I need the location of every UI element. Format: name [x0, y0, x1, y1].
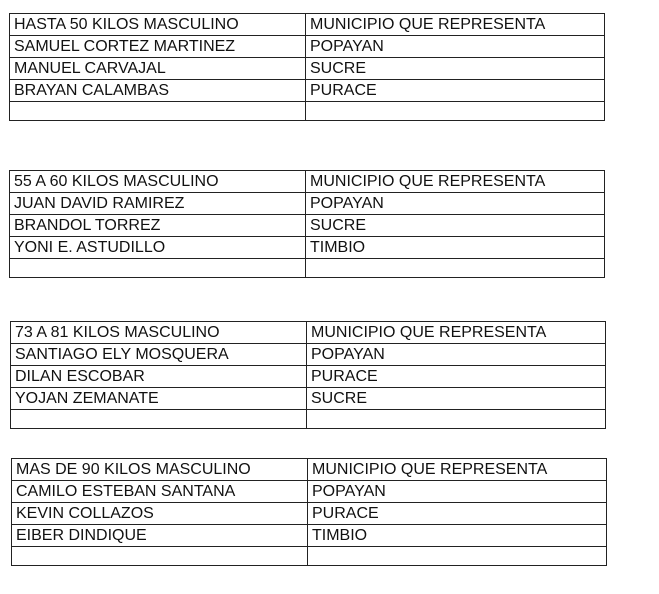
weight-class-table-hasta-50 — [9, 13, 605, 121]
municipio-header: MUNICIPIO QUE REPRESENTA — [306, 171, 605, 193]
municipio-header: MUNICIPIO QUE REPRESENTA — [307, 322, 606, 344]
table-row — [11, 388, 606, 410]
table-row-empty — [11, 410, 606, 429]
athlete-name — [10, 102, 306, 121]
table-row — [10, 36, 605, 58]
athlete-name: CAMILO ESTEBAN SANTANA — [12, 481, 308, 503]
category-header: HASTA 50 KILOS MASCULINO — [10, 14, 306, 36]
athlete-name: SANTIAGO ELY MOSQUERA — [11, 344, 307, 366]
municipio-cell: POPAYAN — [307, 344, 606, 366]
table-row — [11, 366, 606, 388]
category-header: 73 A 81 KILOS MASCULINO — [11, 322, 307, 344]
municipio-cell — [308, 547, 607, 566]
weight-class-table-mas-de-90 — [11, 458, 607, 566]
municipio-cell: PURACE — [307, 366, 606, 388]
athlete-name — [11, 410, 307, 429]
municipio-cell — [306, 259, 605, 278]
municipio-cell: TIMBIO — [308, 525, 607, 547]
table-row-empty — [10, 259, 605, 278]
municipio-cell: POPAYAN — [308, 481, 607, 503]
athlete-name: DILAN ESCOBAR — [11, 366, 307, 388]
table-row — [10, 193, 605, 215]
municipio-cell: PURACE — [308, 503, 607, 525]
table-row — [10, 215, 605, 237]
table-header-row — [11, 322, 606, 344]
table-header-row — [12, 459, 607, 481]
table-row — [11, 344, 606, 366]
municipio-cell: SUCRE — [306, 58, 605, 80]
weight-class-table-55-60 — [9, 170, 605, 278]
athlete-name: SAMUEL CORTEZ MARTINEZ — [10, 36, 306, 58]
table-row — [12, 503, 607, 525]
municipio-cell: POPAYAN — [306, 193, 605, 215]
athlete-name: YONI E. ASTUDILLO — [10, 237, 306, 259]
table-row — [12, 481, 607, 503]
municipio-cell — [307, 410, 606, 429]
table-row-empty — [12, 547, 607, 566]
municipio-cell: SUCRE — [306, 215, 605, 237]
athlete-name: YOJAN ZEMANATE — [11, 388, 307, 410]
municipio-header: MUNICIPIO QUE REPRESENTA — [306, 14, 605, 36]
athlete-name: JUAN DAVID RAMIREZ — [10, 193, 306, 215]
municipio-cell: SUCRE — [307, 388, 606, 410]
athlete-name — [10, 259, 306, 278]
table-header-row — [10, 14, 605, 36]
athlete-name — [12, 547, 308, 566]
athlete-name: BRAYAN CALAMBAS — [10, 80, 306, 102]
table-header-row — [10, 171, 605, 193]
category-header: 55 A 60 KILOS MASCULINO — [10, 171, 306, 193]
municipio-cell: POPAYAN — [306, 36, 605, 58]
municipio-cell — [306, 102, 605, 121]
table-row — [12, 525, 607, 547]
table-row-empty — [10, 102, 605, 121]
table-row — [10, 58, 605, 80]
athlete-name: KEVIN COLLAZOS — [12, 503, 308, 525]
table-row — [10, 237, 605, 259]
weight-class-table-73-81 — [10, 321, 606, 429]
table-row — [10, 80, 605, 102]
municipio-cell: TIMBIO — [306, 237, 605, 259]
municipio-cell: PURACE — [306, 80, 605, 102]
athlete-name: EIBER DINDIQUE — [12, 525, 308, 547]
athlete-name: BRANDOL TORREZ — [10, 215, 306, 237]
athlete-name: MANUEL CARVAJAL — [10, 58, 306, 80]
category-header: MAS DE 90 KILOS MASCULINO — [12, 459, 308, 481]
municipio-header: MUNICIPIO QUE REPRESENTA — [308, 459, 607, 481]
